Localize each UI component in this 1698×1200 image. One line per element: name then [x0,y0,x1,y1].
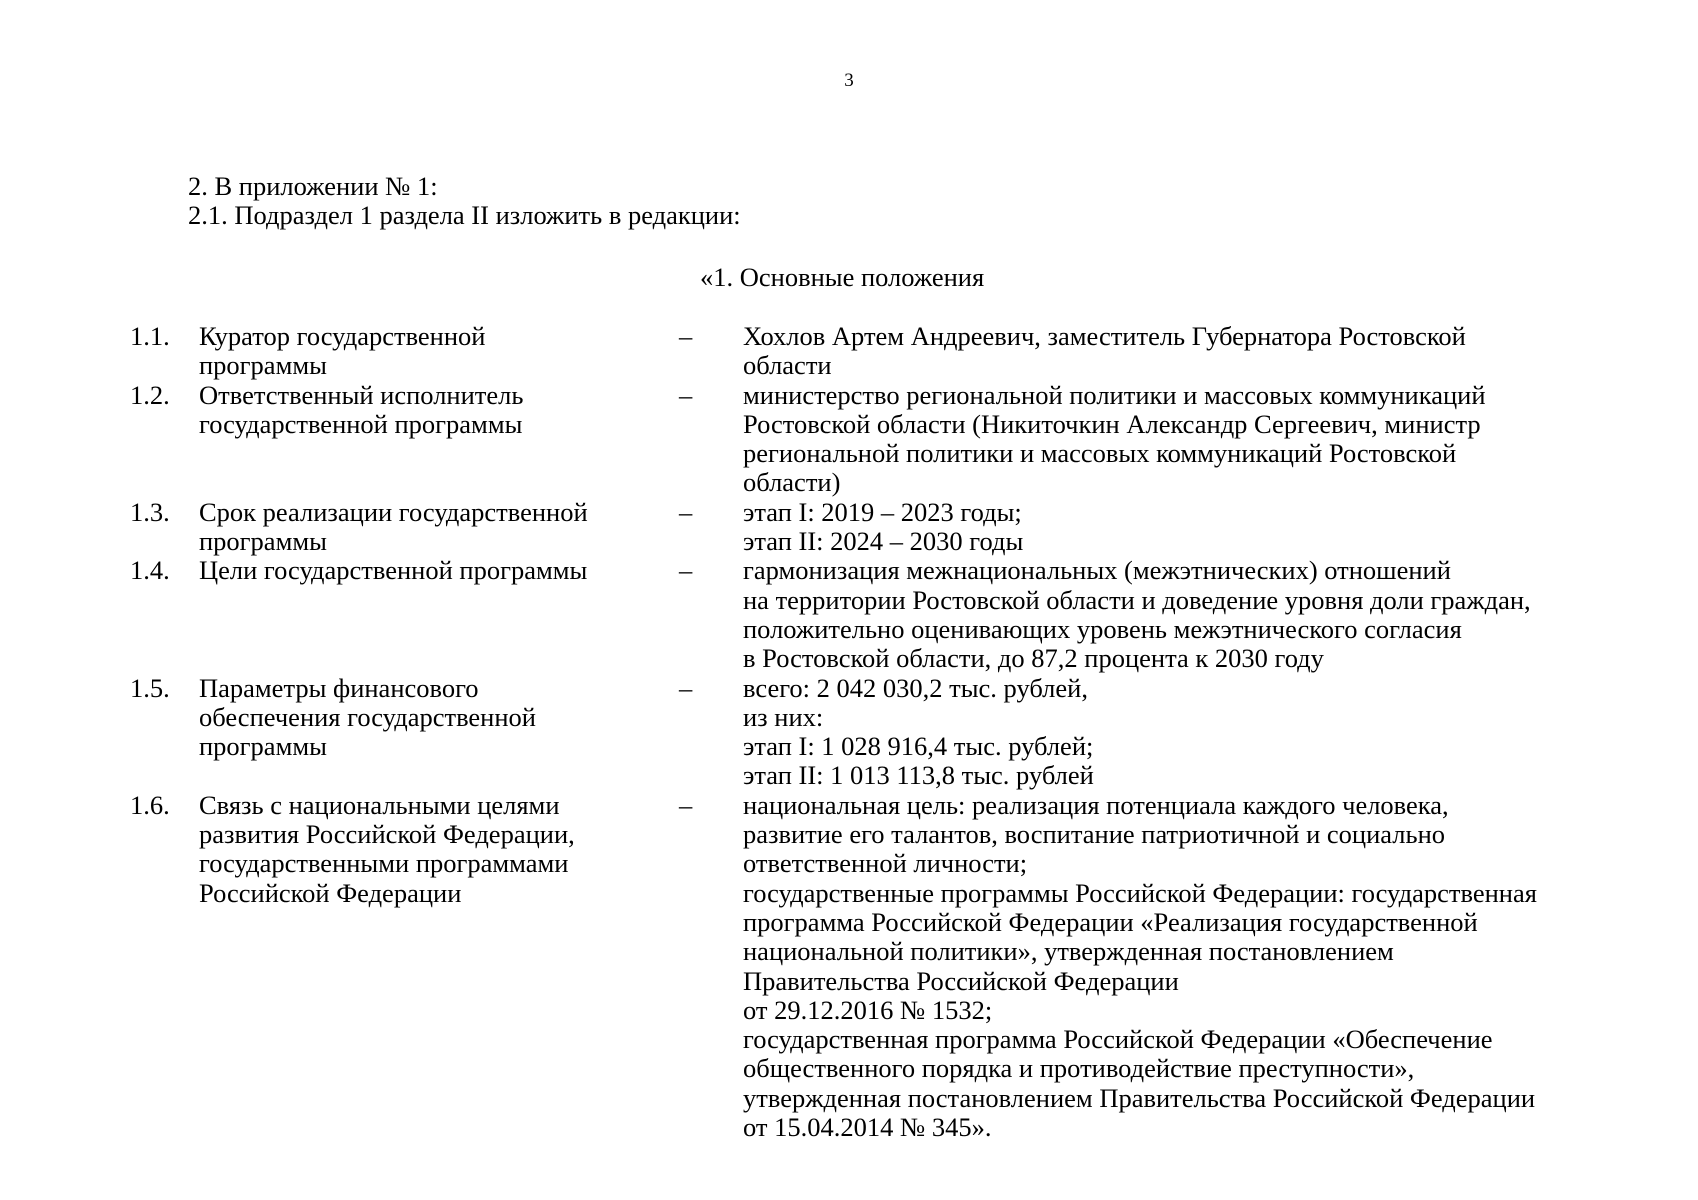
row-label-line: Российской Федерации [199,877,462,908]
row-label-line: обеспечения государственной [199,701,536,732]
row-label [199,322,679,381]
row-value-line: развитие его талантов, воспитание патриотичной и социально [743,819,1446,850]
row-value-line: государственные программы Российской Федерации: государственная [743,877,1537,908]
row-label-line: государственными программами [199,848,569,879]
row-label [199,498,679,557]
row-dash: – [679,379,693,410]
row-label-line: Срок реализации государственной [199,496,588,527]
table-row [130,791,1580,1143]
row-label-line: Куратор государственной [199,321,486,351]
row-label [199,556,679,585]
provisions-table [130,322,1580,1142]
row-value [743,674,1583,791]
intro-block [188,172,741,231]
row-number: 1.6. [130,789,170,820]
table-row [130,322,1580,381]
row-value-line: национальная цель: реализация потенциала каждого человека, [743,789,1449,820]
row-value-line: этап I: 2019 – 2023 годы; [743,496,1022,527]
row-value-line: из них: [743,701,824,732]
row-label-line: программы [199,731,327,762]
row-value-line: региональной политики и массовых коммуникаций Ростовской [743,438,1457,469]
table-row [130,381,1580,498]
row-value-line: общественного порядка и противодействие преступности», [743,1053,1415,1084]
row-value-line: гармонизация межнациональных (межэтнических) отношений [743,555,1451,586]
intro-line-appendix: 2. В приложении № 1: [188,171,438,201]
row-value-line: ответственной личности; [743,848,1028,879]
section-title: «1. Основные положения [700,262,985,292]
row-value [743,556,1583,673]
row-number: 1.1. [130,321,170,351]
row-value-line: утвержденная постановлением Правительства Российской Федерации [743,1082,1536,1113]
row-label-line: государственной программы [199,408,523,439]
row-value-line: государственная программа Российской Федерации «Обеспечение [743,1024,1493,1055]
table-row [130,674,1580,791]
row-value-line: этап II: 1 013 113,8 тыс. рублей [743,760,1094,791]
row-value-line: в Ростовской области, до 87,2 процента к 2030 году [743,643,1324,674]
row-label-line: Ответственный исполнитель [199,379,524,410]
row-label-line: программы [199,350,327,381]
row-value-line: министерство региональной политики и массовых коммуникаций [743,379,1486,410]
row-label-line: Связь с национальными целями [199,789,560,820]
table-row [130,498,1580,557]
table-row [130,556,1580,673]
page-number: 3 [844,70,854,91]
row-value-line: программа Российской Федерации «Реализация государственной [743,906,1478,937]
row-number: 1.3. [130,496,170,527]
row-number: 1.5. [130,672,170,703]
row-value-line: этап I: 1 028 916,4 тыс. рублей; [743,731,1094,762]
row-value-line: национальной политики», утвержденная постановлением [743,936,1394,967]
row-value-line: положительно оценивающих уровень межэтнического согласия [743,613,1462,644]
row-number: 1.4. [130,555,170,586]
row-value [743,791,1583,1143]
row-value [743,498,1583,557]
row-value-line: Правительства Российской Федерации [743,965,1179,996]
row-label [199,381,679,440]
row-label [199,674,679,762]
row-number: 1.2. [130,379,170,410]
row-value-line: на территории Ростовской области и доведение уровня доли граждан, [743,584,1531,615]
row-dash: – [679,555,693,586]
row-value-line: области) [743,467,841,498]
row-value [743,322,1583,381]
row-label-line: Цели государственной программы [199,555,588,586]
row-label [199,791,679,908]
row-value-line: области [743,350,832,381]
row-dash: – [679,321,693,351]
row-value-line: Ростовской области (Никиточкин Александр Сергеевич, министр [743,408,1481,439]
row-dash: – [679,789,693,820]
row-value-line: всего: 2 042 030,2 тыс. рублей, [743,672,1088,703]
row-dash: – [679,672,693,703]
row-value-line: от 15.04.2014 № 345». [743,1112,992,1143]
row-label-line: программы [199,526,327,557]
row-value [743,381,1583,498]
intro-line-subsection: 2.1. Подраздел 1 раздела II изложить в редакции: [188,200,741,231]
row-value-line: этап II: 2024 – 2030 годы [743,526,1024,557]
row-value-line: Хохлов Артем Андреевич, заместитель Губернатора Ростовской [743,321,1466,351]
row-label-line: развития Российской Федерации, [199,819,575,850]
row-label-line: Параметры финансового [199,672,479,703]
row-dash: – [679,496,693,527]
row-value-line: от 29.12.2016 № 1532; [743,994,993,1025]
